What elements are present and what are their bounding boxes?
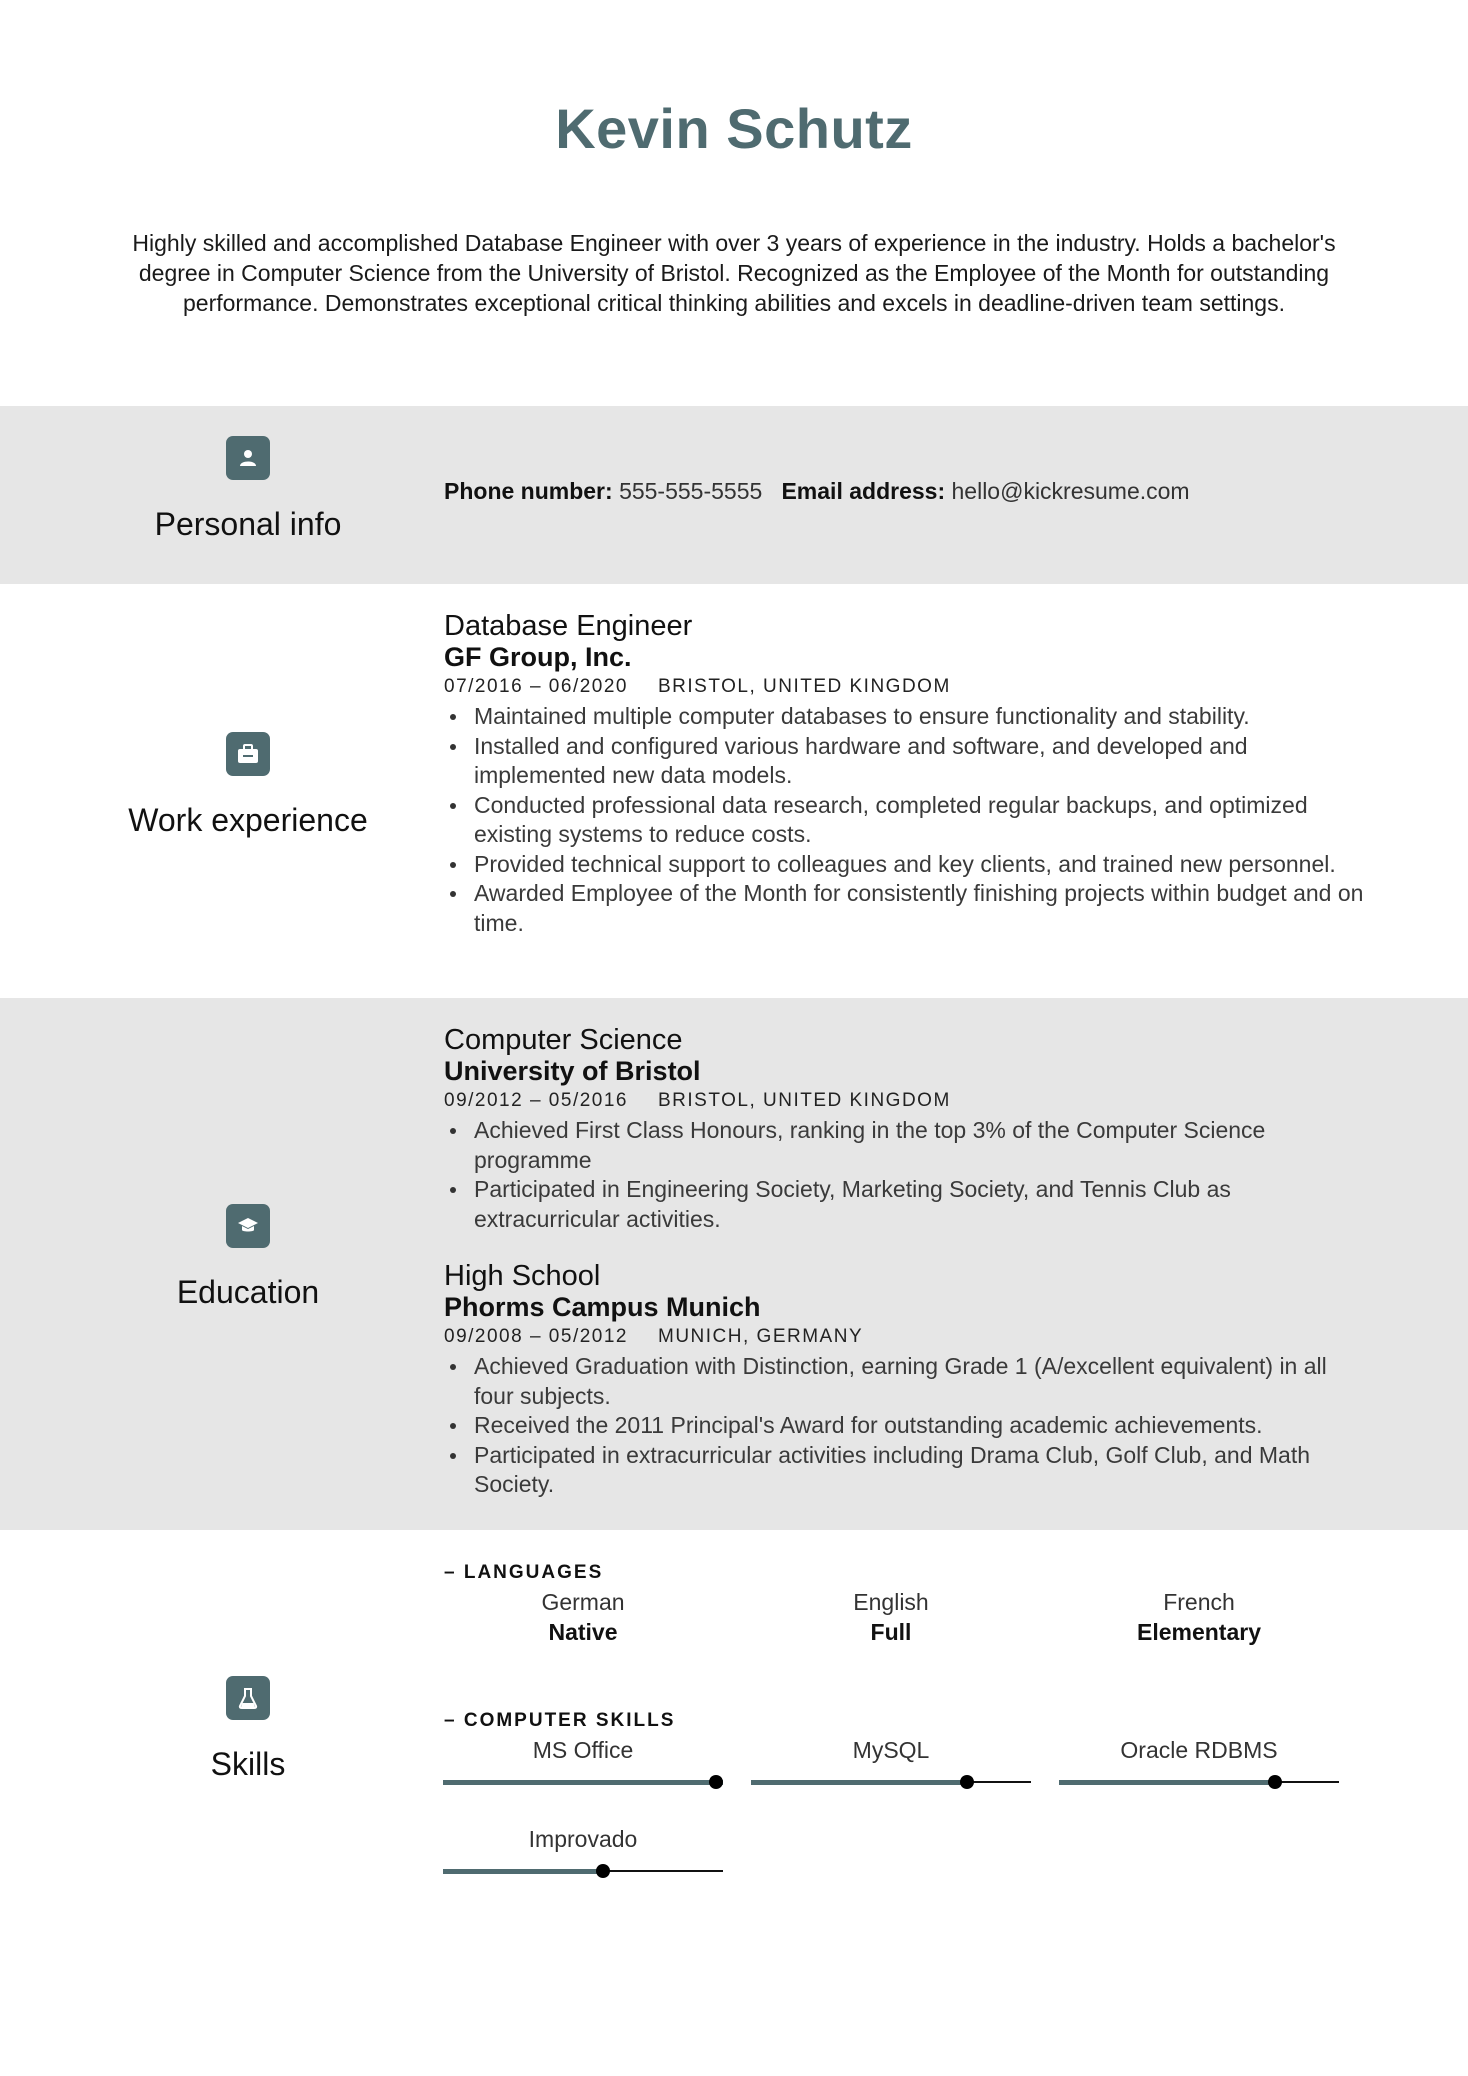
computer-skills-heading: – COMPUTER SKILLS [444, 1710, 676, 1731]
skill-level-bar [751, 1775, 1031, 1789]
list-item: Provided technical support to colleagues and key clients, and trained new personnel. [474, 850, 1364, 880]
list-item: Awarded Employee of the Month for consistently finishing projects within budget and on time. [474, 879, 1364, 938]
skill-name: Oracle RDBMS [1120, 1737, 1278, 1763]
skill-item [443, 1824, 723, 1878]
language-level: Full [870, 1619, 912, 1645]
list-item: Achieved First Class Honours, ranking in the top 3% of the Computer Science programme [474, 1116, 1364, 1175]
email-label: Email address: [781, 478, 946, 504]
degree-title: Computer Science [444, 1024, 683, 1056]
list-item: Conducted professional data research, completed regular backups, and optimized existing systems to reduce costs. [474, 791, 1364, 850]
graduation-cap-icon [226, 1204, 270, 1248]
education-entry [444, 1025, 1364, 1234]
work-experience-section [0, 584, 1468, 998]
resume-summary: Highly skilled and accomplished Database Engineer with over 3 years of experience in the industry. Holds a bachelor's degree in Computer Science from the University of Bristol. Recognized as the Employee of the Month for outstanding performance. Demonstrates exceptional critical thinking abilities and excels in deadline-driven team settings. [132, 230, 1336, 316]
skill-name: MS Office [532, 1737, 634, 1763]
language-item [443, 1587, 723, 1647]
section-title-personal-info: Personal info [154, 506, 342, 542]
list-item: Maintained multiple computer databases to ensure functionality and stability. [474, 702, 1364, 732]
education-entry [444, 1261, 1364, 1500]
flask-icon [226, 1676, 270, 1720]
list-item: Participated in Engineering Society, Marketing Society, and Tennis Club as extracurricular activities. [474, 1175, 1364, 1234]
education-section [0, 998, 1468, 1530]
person-icon [226, 436, 270, 480]
resume-name: Kevin Schutz [555, 97, 913, 160]
education-meta [444, 1086, 1364, 1116]
language-item [751, 1587, 1031, 1647]
phone-label: Phone number: [444, 478, 613, 504]
skill-level-bar [443, 1775, 723, 1789]
languages-heading: – LANGUAGES [444, 1562, 604, 1583]
list-item: Participated in extracurricular activities including Drama Club, Golf Club, and Math Society. [474, 1441, 1364, 1500]
skill-name: Improvado [528, 1826, 638, 1852]
school-name: University of Bristol [444, 1056, 701, 1086]
language-name: English [853, 1589, 929, 1615]
skill-name: MySQL [852, 1737, 930, 1763]
job-meta [444, 672, 1364, 702]
skill-level-bar [1059, 1775, 1339, 1789]
language-name: German [541, 1589, 625, 1615]
language-level: Native [548, 1619, 618, 1645]
section-title-work-experience: Work experience [128, 802, 368, 838]
education-location: BRISTOL, UNITED KINGDOM [658, 1090, 951, 1111]
skill-level-knob [960, 1775, 974, 1789]
job-bullets [444, 702, 1364, 938]
education-location: MUNICH, GERMANY [658, 1326, 864, 1347]
email-value: hello@kickresume.com [951, 478, 1190, 504]
job-dates: 07/2016 – 06/2020 [444, 676, 628, 697]
contact-line [444, 478, 1364, 505]
company-name: GF Group, Inc. [444, 642, 632, 672]
skill-item [1059, 1735, 1339, 1789]
education-dates: 09/2012 – 05/2016 [444, 1090, 628, 1111]
skill-level-bar [443, 1864, 723, 1878]
language-level: Elementary [1136, 1619, 1261, 1645]
language-name: French [1163, 1589, 1235, 1615]
job-location: BRISTOL, UNITED KINGDOM [658, 676, 951, 697]
language-item [1059, 1587, 1339, 1647]
education-bullets [444, 1352, 1364, 1500]
skill-item [443, 1735, 723, 1789]
skill-item [751, 1735, 1031, 1789]
section-title-skills: Skills [210, 1746, 286, 1782]
list-item: Achieved Graduation with Distinction, earning Grade 1 (A/excellent equivalent) in all four subjects. [474, 1352, 1364, 1411]
school-name: Phorms Campus Munich [444, 1292, 761, 1322]
personal-info-section [0, 406, 1468, 584]
phone-value: 555-555-5555 [619, 478, 763, 504]
list-item: Installed and configured various hardware and software, and developed and implemented new data models. [474, 732, 1364, 791]
skill-level-knob [1268, 1775, 1282, 1789]
skill-level-knob [709, 1775, 723, 1789]
education-meta [444, 1322, 1364, 1352]
section-title-education: Education [176, 1274, 320, 1310]
work-entry [444, 611, 1364, 938]
skills-section [0, 1530, 1468, 2076]
skill-level-knob [596, 1864, 610, 1878]
job-title: Database Engineer [444, 610, 693, 642]
briefcase-icon [226, 732, 270, 776]
education-dates: 09/2008 – 05/2012 [444, 1326, 628, 1347]
list-item: Received the 2011 Principal's Award for outstanding academic achievements. [474, 1411, 1364, 1441]
degree-title: High School [444, 1260, 601, 1292]
education-bullets [444, 1116, 1364, 1234]
